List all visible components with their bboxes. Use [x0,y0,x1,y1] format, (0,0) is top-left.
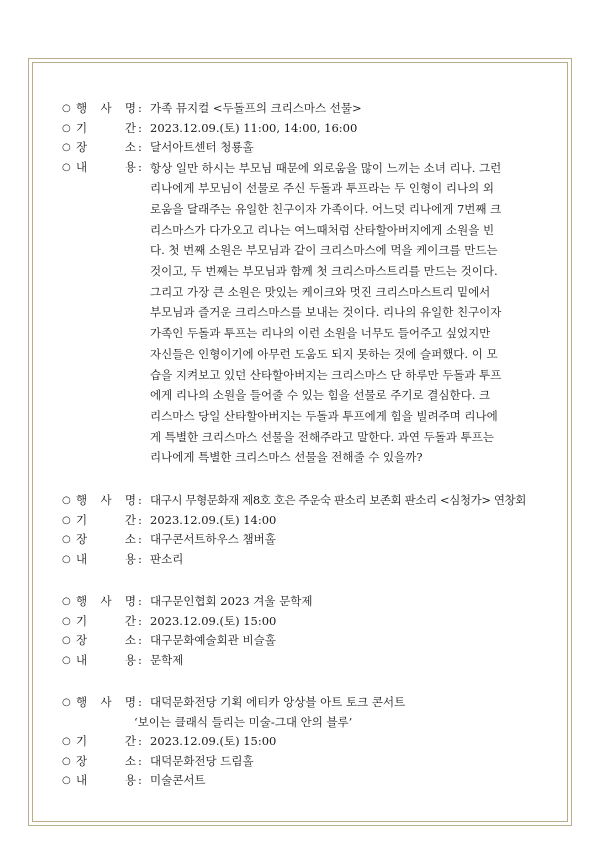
description-line: 게 특별한 크리스마스 선물을 전해주라고 말한다. 과연 두돌과 투프는 [150,429,494,444]
event-place-label: 장 소 [76,140,136,154]
colon: : [138,120,142,135]
event-place: 달서아트센터 청룡홀 [150,140,254,154]
event-date-label: 기 간 [76,734,136,749]
circle-bullet-icon: ○ [62,161,71,173]
colon: : [138,753,142,768]
circle-bullet-icon: ○ [62,596,71,608]
circle-bullet-icon: ○ [62,755,71,767]
description-line: 로움을 달래주는 유일한 친구이자 가족이다. 어느덧 리나에게 7번째 크 [150,201,502,216]
circle-bullet-icon: ○ [62,103,71,114]
circle-bullet-icon: ○ [62,122,71,134]
event-date-label: 기 간 [76,120,136,135]
event-place-label: 장 소 [76,633,136,648]
event-date-row [62,732,552,752]
description-line: 습을 지켜보고 있던 산타할아버지는 크리스마스 단 하루만 두돌과 투프 [150,367,502,382]
circle-bullet-icon: ○ [62,635,71,647]
circle-bullet-icon: ○ [62,553,71,565]
colon: : [138,159,142,174]
event-content: 문학제 [150,652,184,667]
event-list [62,99,552,814]
event-place: 대구문화예술회관 비슬홀 [150,633,276,648]
event-date: 2023.12.09.(토) 15:00 [150,734,277,749]
colon: : [138,512,142,527]
colon: : [138,695,142,710]
event-name-subtitle: ‘보이는 클래식 들리는 미술-그대 안의 블루’ [134,714,353,729]
event-place-label: 장 소 [76,532,136,547]
event-name-label: 행 사 명 [76,493,136,508]
description-line: 것이고, 두 번째는 부모님과 함께 첫 크리스마스트리를 만드는 것이다. [150,264,498,279]
colon: : [138,594,142,609]
event-content-description [150,158,552,469]
event-date-label: 기 간 [76,512,136,527]
event-name-label: 행 사 명 [76,594,136,609]
event-place-row [62,530,552,550]
circle-bullet-icon: ○ [62,736,71,748]
event-content-label: 내 용 [76,773,136,788]
event-item [62,592,552,670]
event-place-row [62,631,552,651]
event-name-label: 행 사 명 [76,695,136,710]
event-date-row [62,119,552,139]
event-name-row [62,693,552,713]
colon: : [138,101,142,115]
colon: : [138,773,142,788]
description-line: 리스마스가 다가오고 리나는 여느때처럼 산타할아버지에게 소원을 빈 [150,222,495,237]
event-date-row [62,511,552,531]
event-place: 대구콘서트하우스 챔버홀 [150,532,276,547]
event-item [62,491,552,569]
description-line: 리스마스 당일 산타할아버지는 두돌과 투프에게 힘을 빌려주며 리나에 [150,408,498,423]
colon: : [138,652,142,667]
event-name-row [62,99,552,119]
colon: : [138,140,142,154]
description-line: 그리고 가장 큰 소원은 맛있는 케이크와 멋진 크리스마스트리 밑에서 [150,284,491,299]
circle-bullet-icon: ○ [62,654,71,666]
colon: : [138,734,142,749]
event-content-row [62,158,552,469]
event-content-label: 내 용 [76,159,136,174]
event-content-label: 내 용 [76,652,136,667]
event-content: 판소리 [150,551,184,566]
colon: : [138,633,142,648]
event-item [62,99,552,468]
circle-bullet-icon: ○ [62,495,71,507]
event-date: 2023.12.09.(토) 15:00 [150,613,277,628]
circle-bullet-icon: ○ [62,775,71,787]
event-date: 2023.12.09.(토) 14:00 [150,512,277,527]
event-place: 대덕문화전당 드림홀 [150,753,254,768]
event-name-row [62,592,552,612]
event-date: 2023.12.09.(토) 11:00, 14:00, 16:00 [150,120,358,135]
description-line: 가족인 두돌과 투프는 리나의 이런 소원을 너무도 들어주고 싶었지만 [150,326,491,341]
event-name-row [62,491,552,511]
circle-bullet-icon: ○ [62,615,71,627]
circle-bullet-icon: ○ [62,534,71,546]
circle-bullet-icon: ○ [62,514,71,526]
description-line: 부모님과 즐거운 크리스마스를 보내는 것이다. 리나의 유일한 친구이자 [150,305,502,320]
event-content-row [62,550,552,570]
description-line: 항상 일만 하시는 부모님 때문에 외로움을 많이 느끼는 소녀 리나. 그런 [150,160,502,175]
description-line: 다. 첫 번째 소원은 부모님과 같이 크리스마스에 먹을 케이크를 만드는 [150,243,498,258]
event-content-row [62,651,552,671]
colon: : [138,493,142,508]
event-name: 대구시 무형문화재 제8호 호은 주운숙 판소리 보존회 판소리 <심청가> 연창회 [150,493,526,508]
event-content-label: 내 용 [76,551,136,566]
event-place-row [62,752,552,772]
event-name: 가족 뮤지컬 <두돌프의 크리스마스 선물> [150,101,362,115]
event-content: 미술콘서트 [150,773,206,788]
circle-bullet-icon: ○ [62,142,71,153]
event-place-row [62,138,552,158]
event-date-row [62,612,552,632]
event-date-label: 기 간 [76,613,136,628]
description-line: 리나에게 특별한 크리스마스 선물을 전해줄 수 있을까? [150,450,423,465]
event-name: 대구문인협회 2023 겨울 문학제 [150,594,313,609]
event-place-label: 장 소 [76,753,136,768]
circle-bullet-icon: ○ [62,697,71,709]
event-name: 대덕문화전당 기획 에티카 앙상블 아트 토크 콘서트 [150,695,406,710]
description-line: 자신들은 인형이기에 아무런 도움도 되지 못하는 것에 슬퍼했다. 이 모 [150,346,498,361]
event-content-row [62,771,552,791]
event-item [62,693,552,791]
colon: : [138,532,142,547]
description-line: 에게 리나의 소원을 들어줄 수 있는 힘을 선물로 주기로 결심한다. 크 [150,388,491,403]
event-name-label: 행 사 명 [76,101,136,115]
colon: : [138,551,142,566]
description-line: 리나에게 부모님이 선물로 주신 두돌과 투프라는 두 인형이 리나의 외 [150,181,494,196]
colon: : [138,613,142,628]
